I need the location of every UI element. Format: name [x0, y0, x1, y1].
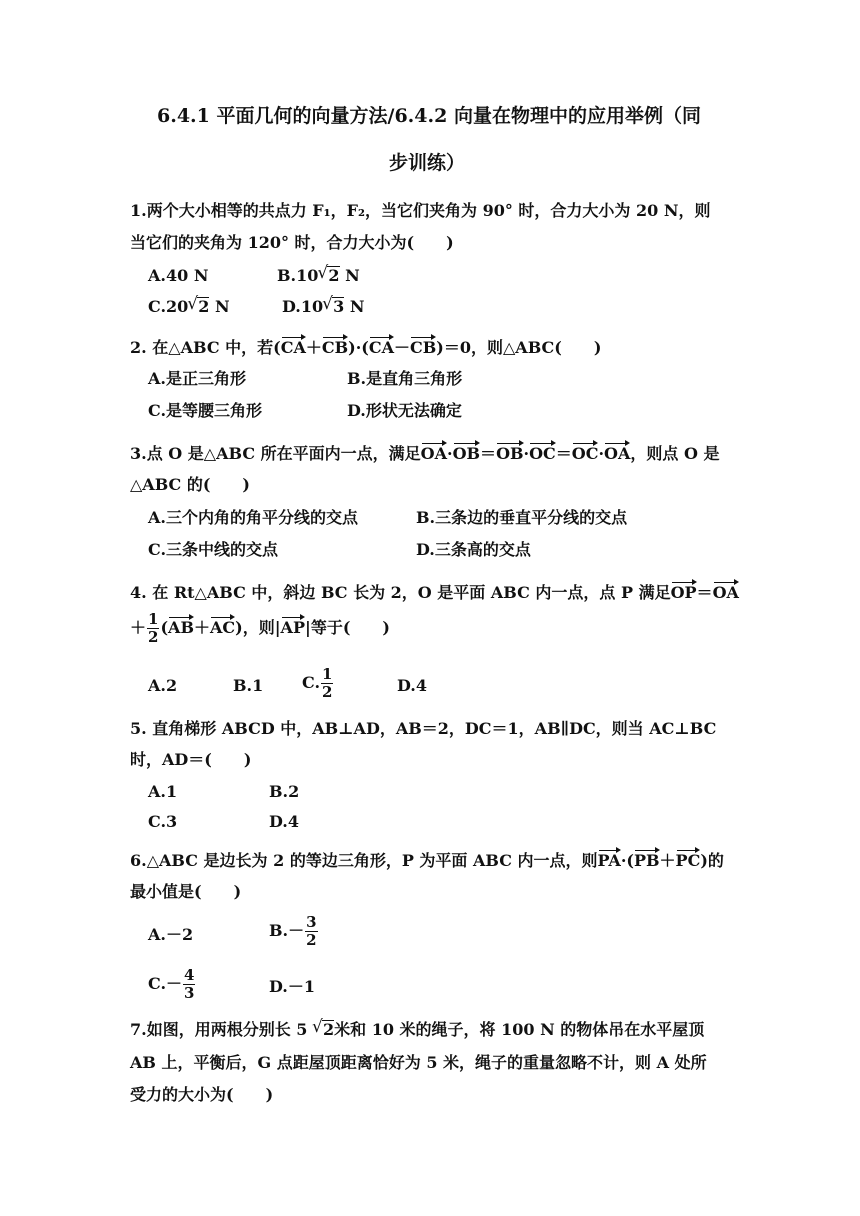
q1-stem-line1: 1.两个大小相等的共点力 F₁，F₂，当它们夹角为 90° 时，合力大小为 20 N，则 — [130, 201, 711, 220]
vector-ob: OB — [496, 444, 524, 463]
q7-pre: 7.如图，用两根分别长 5 — [130, 1020, 313, 1039]
q1-option-a[interactable]: A.40 N — [148, 266, 209, 285]
q6-stem-line2: 最小值是( ) — [130, 882, 242, 901]
q3-option-c[interactable]: C.三条中线的交点 — [148, 540, 279, 559]
equals-sign: ＝ — [480, 444, 497, 463]
plus-sign: ＋ — [130, 618, 147, 637]
fraction-denominator: 2 — [306, 931, 317, 949]
q3-stem-line1 — [130, 442, 720, 464]
vector-ob: OB — [452, 444, 481, 463]
q6-b-label: B.－ — [269, 921, 305, 940]
q1-b-radicand: 2 — [328, 266, 340, 285]
minus-sign: － — [394, 338, 411, 357]
vector-pc: PC — [675, 851, 701, 870]
q4-option-a[interactable]: A.2 — [148, 676, 178, 695]
q6-pre: 6.△ABC 是边长为 2 的等边三角形，P 为平面 ABC 内一点，则 — [130, 851, 598, 870]
fraction-half — [147, 611, 159, 646]
q1-option-b[interactable] — [277, 266, 360, 286]
q4-c-label: C. — [302, 673, 321, 692]
q4-mid: )，则| — [235, 618, 281, 637]
fraction — [183, 967, 195, 1002]
dot-operator: · — [523, 444, 530, 463]
vector-oa: OA — [604, 444, 631, 463]
vector-pb: PB — [633, 851, 660, 870]
q6-c-label: C.－ — [148, 974, 183, 993]
q2-option-c[interactable]: C.是等腰三角形 — [148, 401, 263, 420]
q2-option-a[interactable]: A.是正三角形 — [148, 369, 246, 388]
q5-option-c[interactable]: C.3 — [148, 812, 178, 831]
page-title: 6.4.1 平面几何的向量方法/6.4.2 向量在物理中的应用举例（同 — [157, 105, 701, 127]
sqrt-symbol — [322, 1020, 334, 1039]
q5-stem-line1: 5. 直角梯形 ABCD 中，AB⊥AD，AB＝2，DC＝1，AB∥DC，则当 AC⊥BC — [130, 719, 717, 738]
dot-operator: · — [447, 444, 453, 463]
vector-ap: AP — [280, 618, 305, 637]
q2-mid: )·( — [348, 338, 369, 357]
q1-c-unit: N — [209, 297, 230, 316]
sqrt-symbol — [327, 266, 339, 285]
vector-oc: OC — [529, 444, 556, 463]
q3-pre: 3.点 O 是△ABC 所在平面内一点，满足 — [130, 444, 421, 463]
fraction — [305, 914, 317, 949]
fraction-numerator: 1 — [322, 665, 333, 683]
q5-option-a[interactable]: A.1 — [148, 782, 178, 801]
q1-c-coef: C.20 — [148, 297, 189, 316]
q1-stem-line2: 当它们的夹角为 120° 时，合力大小为( ) — [130, 233, 454, 252]
q1-d-coef: D.10 — [282, 297, 324, 316]
q1-d-unit: N — [344, 297, 365, 316]
q7-stem-line1 — [130, 1020, 704, 1040]
vector-ab: AB — [168, 618, 194, 637]
plus-sign: ＋ — [659, 851, 676, 870]
q6-stem-line1 — [130, 849, 724, 871]
q1-d-radicand: 3 — [333, 297, 345, 316]
vector-ca: CA — [368, 338, 395, 357]
q4-post: |等于( ) — [305, 618, 390, 637]
vector-ca: CA — [280, 338, 306, 357]
q4-option-c[interactable] — [302, 666, 334, 701]
q6-mid: ·( — [620, 851, 634, 870]
q1-b-coef: B.10 — [277, 266, 319, 285]
q4-option-b[interactable]: B.1 — [233, 676, 264, 695]
fraction-denominator: 3 — [184, 984, 195, 1002]
q7-radicand: 2 — [322, 1020, 335, 1039]
page-title-cont: 步训练） — [389, 152, 466, 174]
fraction-denominator: 2 — [148, 628, 159, 646]
q5-option-d[interactable]: D.4 — [269, 812, 300, 831]
q2-pre: 2. 在△ABC 中，若( — [130, 338, 281, 357]
fraction-half — [321, 666, 333, 701]
sqrt-symbol — [332, 297, 344, 316]
q2-post: )＝0，则△ABC( ) — [436, 338, 602, 357]
q3-option-a[interactable]: A.三个内角的角平分线的交点 — [148, 508, 358, 527]
q6-option-b[interactable] — [269, 914, 319, 949]
q6-option-c[interactable] — [148, 967, 196, 1002]
q3-option-d[interactable]: D.三条高的交点 — [416, 540, 531, 559]
sqrt-symbol — [197, 297, 209, 316]
q4-pre: 4. 在 Rt△ABC 中，斜边 BC 长为 2，O 是平面 ABC 内一点，点 P 满足 — [130, 583, 671, 602]
q6-option-d[interactable]: D.－1 — [269, 977, 316, 996]
vector-cb: CB — [321, 338, 349, 357]
q2-stem — [130, 336, 601, 358]
vector-oc: OC — [571, 444, 599, 463]
q3-stem-line2: △ABC 的( ) — [130, 475, 250, 494]
q4-option-d[interactable]: D.4 — [397, 676, 428, 695]
q5-stem-line2: 时，AD＝( ) — [130, 750, 252, 769]
q1-option-d[interactable] — [282, 297, 364, 317]
fraction-numerator: 3 — [306, 913, 317, 931]
q1-c-radicand: 2 — [198, 297, 210, 316]
vector-oa: OA — [420, 444, 447, 463]
open-paren: ( — [160, 618, 169, 637]
q2-option-d[interactable]: D.形状无法确定 — [347, 401, 462, 420]
q7-stem-line3: 受力的大小为( ) — [130, 1085, 274, 1104]
fraction-numerator: 1 — [148, 610, 159, 628]
fraction-denominator: 2 — [322, 683, 333, 701]
q3-option-b[interactable]: B.三条边的垂直平分线的交点 — [416, 508, 628, 527]
q4-stem-line1 — [130, 581, 739, 603]
vector-pa: PA — [597, 851, 621, 870]
equals-sign: ＝ — [696, 583, 713, 602]
q1-b-unit: N — [339, 266, 360, 285]
vector-ac: AC — [209, 618, 236, 637]
vector-cb: CB — [410, 338, 437, 357]
q5-option-b[interactable]: B.2 — [269, 782, 300, 801]
vector-oa: OA — [712, 583, 739, 602]
q1-option-c[interactable] — [148, 297, 230, 317]
q6-option-a[interactable]: A.－2 — [148, 925, 194, 944]
dot-operator: · — [598, 444, 605, 463]
q2-option-b[interactable]: B.是直角三角形 — [347, 369, 463, 388]
q7-stem-line2: AB 上，平衡后，G 点距屋顶距离恰好为 5 米，绳子的重量忽略不计，则 A 处所 — [130, 1053, 707, 1072]
vector-op: OP — [670, 583, 697, 602]
fraction-numerator: 4 — [184, 966, 195, 984]
q4-stem-line2 — [130, 611, 390, 646]
q6-post: )的 — [700, 851, 724, 870]
plus-sign: ＋ — [305, 338, 322, 357]
equals-sign: ＝ — [555, 444, 572, 463]
q7-post: 米和 10 米的绳子，将 100 N 的物体吊在水平屋顶 — [334, 1020, 705, 1039]
plus-sign: ＋ — [193, 618, 210, 637]
q3-post: ，则点 O 是 — [630, 444, 720, 463]
